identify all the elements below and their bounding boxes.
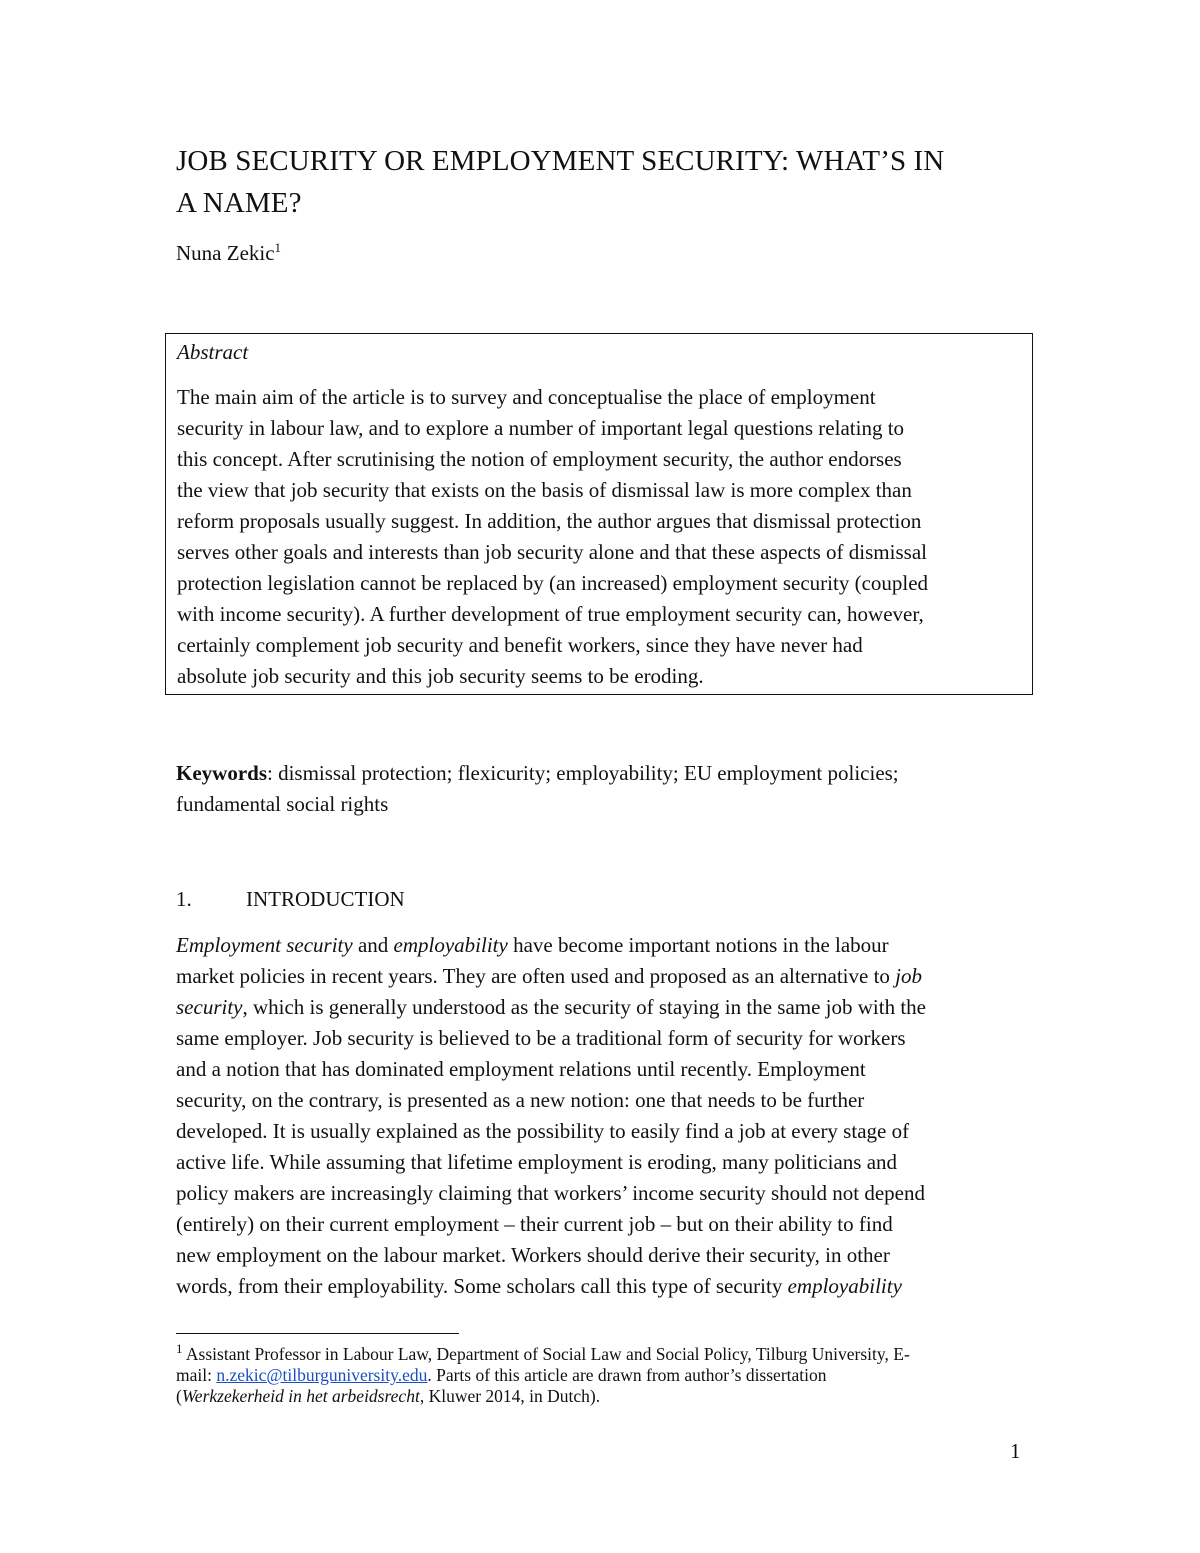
footnote-number: 1 bbox=[176, 1341, 183, 1357]
footnote-line bbox=[176, 1341, 1036, 1365]
body-line: and a notion that has dominated employment relations until recently. Employment bbox=[176, 1057, 866, 1081]
abstract-line: absolute job security and this job security seems to be eroding. bbox=[177, 664, 704, 688]
abstract-line: certainly complement job security and benefit workers, since they have never had bbox=[177, 633, 863, 657]
author-line bbox=[176, 238, 281, 268]
body-line bbox=[176, 992, 1036, 1023]
body-line bbox=[176, 1271, 1036, 1302]
footnote-text-run: . Parts of this article are drawn from author’s dissertation bbox=[427, 1365, 827, 1385]
keywords-line: fundamental social rights bbox=[176, 792, 389, 816]
body-line: (entirely) on their current employment – their current job – but on their ability to find bbox=[176, 1212, 893, 1236]
body-emphasis: job bbox=[895, 964, 923, 988]
author-footnote-ref[interactable]: 1 bbox=[274, 240, 282, 255]
footnote-emphasis: Werkzekerheid in het arbeidsrecht bbox=[181, 1386, 420, 1406]
footnote-text-run: , Kluwer 2014, in Dutch). bbox=[419, 1386, 601, 1406]
body-line: security, on the contrary, is presented as a new notion: one that needs to be further bbox=[176, 1088, 865, 1112]
abstract-line: protection legislation cannot be replaced by (an increased) employment security (coupled bbox=[177, 571, 929, 595]
body-emphasis: Employment security bbox=[176, 933, 353, 957]
body-line bbox=[176, 930, 1036, 961]
body-emphasis: security bbox=[176, 995, 243, 1019]
keywords bbox=[176, 758, 1036, 820]
section-heading bbox=[176, 884, 405, 914]
author-name: Nuna Zekic bbox=[176, 241, 275, 265]
section-title: INTRODUCTION bbox=[246, 887, 405, 911]
body-line: active life. While assuming that lifetime employment is eroding, many politicians and bbox=[176, 1150, 898, 1174]
body-emphasis: employability bbox=[787, 1274, 902, 1298]
footnote-text-run: Assistant Professor in Labour Law, Department of Social Law and Social Policy, Tilburg University, E- bbox=[182, 1344, 910, 1364]
keywords-line bbox=[176, 758, 1036, 789]
abstract-text bbox=[177, 382, 1027, 692]
abstract-line: The main aim of the article is to survey and conceptualise the place of employment bbox=[177, 385, 876, 409]
body-text-run: and bbox=[352, 933, 394, 957]
body-emphasis: employability bbox=[393, 933, 508, 957]
title-line: A NAME? bbox=[176, 187, 302, 219]
title-line: JOB SECURITY OR EMPLOYMENT SECURITY: WHAT’S IN bbox=[176, 145, 945, 177]
abstract-box bbox=[165, 333, 1033, 695]
abstract-line: serves other goals and interests than job security alone and that these aspects of dismissal bbox=[177, 540, 927, 564]
abstract-line: the view that job security that exists on the basis of dismissal law is more complex than bbox=[177, 478, 912, 502]
abstract-line: this concept. After scrutinising the notion of employment security, the author endorses bbox=[177, 447, 902, 471]
body-line: new employment on the labour market. Workers should derive their security, in other bbox=[176, 1243, 890, 1267]
body-text-run: market policies in recent years. They are often used and proposed as an alternative to bbox=[176, 964, 896, 988]
body-paragraph bbox=[176, 930, 1036, 1302]
abstract-heading: Abstract bbox=[177, 340, 249, 364]
body-text-run: words, from their employability. Some scholars call this type of security bbox=[176, 1274, 788, 1298]
section-number: 1. bbox=[176, 887, 192, 911]
keywords-label: Keywords bbox=[176, 761, 267, 785]
footnote-text-run: ( bbox=[176, 1386, 182, 1406]
body-line: policy makers are increasingly claiming that workers’ income security should not depend bbox=[176, 1181, 925, 1205]
body-line bbox=[176, 961, 1036, 992]
footnote-divider bbox=[176, 1333, 459, 1334]
footnote-text-run: mail: bbox=[176, 1365, 217, 1385]
keywords-text: : dismissal protection; flexicurity; employability; EU employment policies; bbox=[267, 761, 899, 785]
abstract-line: security in labour law, and to explore a number of important legal questions relating to bbox=[177, 416, 905, 440]
page-number: 1 bbox=[1010, 1439, 1021, 1463]
footnote bbox=[176, 1341, 1036, 1407]
article-title bbox=[176, 140, 1056, 224]
body-line: developed. It is usually explained as the possibility to easily find a job at every stage of bbox=[176, 1119, 910, 1143]
abstract-line: with income security). A further development of true employment security can, however, bbox=[177, 602, 924, 626]
footnote-line bbox=[176, 1365, 1036, 1386]
footnote-line bbox=[176, 1386, 1036, 1407]
body-text-run: , which is generally understood as the security of staying in the same job with the bbox=[242, 995, 926, 1019]
body-text-run: have become important notions in the labour bbox=[507, 933, 889, 957]
abstract-line: reform proposals usually suggest. In addition, the author argues that dismissal protection bbox=[177, 509, 922, 533]
body-line: same employer. Job security is believed to be a traditional form of security for workers bbox=[176, 1026, 906, 1050]
email-link[interactable]: n.zekic@tilburguniversity.edu bbox=[216, 1365, 428, 1385]
